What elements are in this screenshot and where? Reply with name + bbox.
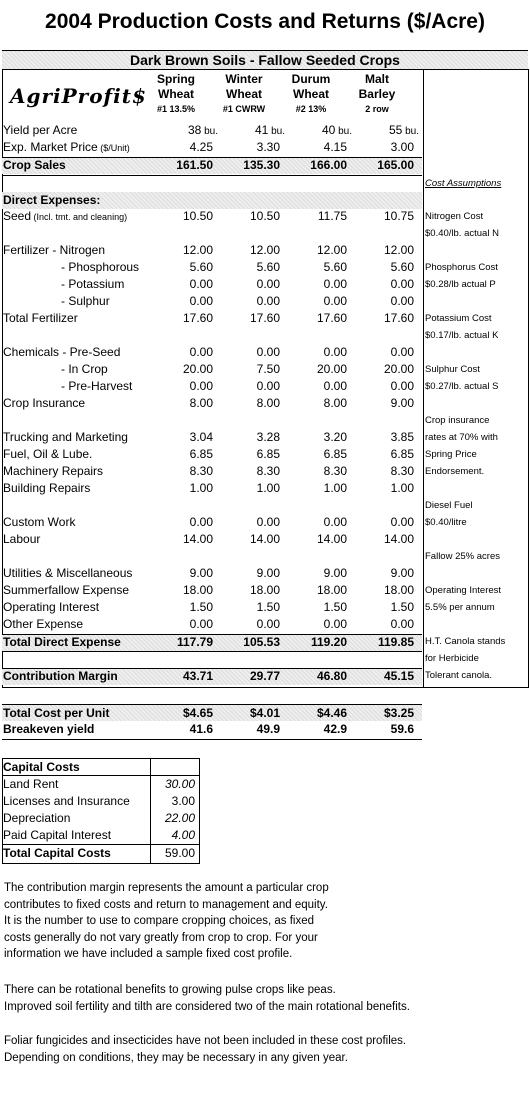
cell-value: 1.50 xyxy=(390,600,414,614)
crop-name: Malt xyxy=(365,72,389,86)
cell-value: 11.75 xyxy=(317,209,347,223)
cell-value: 5.60 xyxy=(323,260,347,274)
note-paragraph xyxy=(4,982,524,1015)
row-label: Chemicals - Pre-Seed xyxy=(3,345,121,359)
crop-name: Spring xyxy=(157,72,195,86)
cell-value: 0.00 xyxy=(323,515,347,529)
cell-value: 55 bu. xyxy=(388,123,419,137)
divider xyxy=(2,775,200,776)
capital-label: Licenses and Insurance xyxy=(3,794,130,808)
row-label: - In Crop xyxy=(61,362,108,376)
cell-value: 18.00 xyxy=(383,583,414,597)
assumption-note: $0.28/lb actual P xyxy=(425,279,496,290)
assumption-note: Endorsement. xyxy=(425,466,485,477)
row-label: Custom Work xyxy=(3,515,76,529)
paragraph-line: costs generally do not vary greatly from crop to crop. For your xyxy=(4,931,318,944)
row-label: Crop Sales xyxy=(3,158,66,172)
cell-value: 42.9 xyxy=(323,722,347,736)
cell-value: 0.00 xyxy=(323,379,347,393)
crop-name: Durum xyxy=(291,72,331,86)
cell-value: 29.77 xyxy=(249,669,280,683)
row-label: - Phosphorous xyxy=(61,260,140,274)
cell-value: 3.30 xyxy=(256,140,280,154)
cell-value: 8.00 xyxy=(323,396,347,410)
cell-value: 0.00 xyxy=(323,294,347,308)
cell-value: 0.00 xyxy=(323,617,347,631)
capital-row xyxy=(3,794,197,811)
cell-value: 8.30 xyxy=(189,464,213,478)
cell-value: 3.85 xyxy=(390,430,414,444)
row-label: Crop Insurance xyxy=(3,396,86,410)
assumption-note: rates at 70% with xyxy=(425,432,498,443)
cell-value: 1.00 xyxy=(189,481,213,495)
cell-value: 18.00 xyxy=(316,583,347,597)
cell-value: 17.60 xyxy=(316,311,347,325)
capital-label: Depreciation xyxy=(3,811,71,825)
cell-value: 0.00 xyxy=(256,379,280,393)
price-row xyxy=(3,140,421,157)
expense-row xyxy=(3,311,421,328)
divider xyxy=(2,651,422,652)
capital-value: 22.00 xyxy=(164,811,195,825)
cell-value: 17.60 xyxy=(249,311,280,325)
cost-per-unit-row xyxy=(3,706,421,723)
crop-type: Barley xyxy=(358,87,396,101)
page-title: 2004 Production Costs and Returns ($/Acre) xyxy=(45,10,485,33)
cell-value: 0.00 xyxy=(390,294,414,308)
cell-value: 20.00 xyxy=(182,362,213,376)
crop-grade: #1 CWRW xyxy=(222,104,266,114)
divider xyxy=(2,739,422,740)
cell-value: 14.00 xyxy=(182,532,213,546)
cell-value: 5.60 xyxy=(189,260,213,274)
assumption-note: $0.40/litre xyxy=(425,517,467,528)
assumption-note: $0.17/lb. actual K xyxy=(425,330,499,341)
paragraph-line: The contribution margin represents the amount a particular crop xyxy=(4,882,329,894)
direct-expenses-header xyxy=(3,193,421,210)
assumption-note: Nitrogen Cost xyxy=(425,211,484,222)
cell-value: 0.00 xyxy=(256,345,280,359)
cell-value: 0.00 xyxy=(189,294,213,308)
divider xyxy=(2,175,422,176)
cell-value: 3.00 xyxy=(390,140,414,154)
row-label: Yield per Acre xyxy=(3,123,78,137)
cell-value: 8.00 xyxy=(189,396,213,410)
row-label: - Pre-Harvest xyxy=(61,379,133,393)
cell-value: 0.00 xyxy=(390,345,414,359)
expense-row xyxy=(3,464,421,481)
expense-row xyxy=(3,209,421,226)
expense-row xyxy=(3,617,421,634)
cell-value: 0.00 xyxy=(256,277,280,291)
expense-row xyxy=(3,600,421,617)
cell-value: 0.00 xyxy=(323,345,347,359)
capital-row xyxy=(3,811,197,828)
row-label: - Potassium xyxy=(61,277,125,291)
cell-value: 14.00 xyxy=(249,532,280,546)
cell-value: 5.60 xyxy=(390,260,414,274)
crop-sales-row xyxy=(3,158,421,175)
cell-value: $4.65 xyxy=(182,706,213,720)
cell-value: 43.71 xyxy=(182,669,213,683)
cell-value: 0.00 xyxy=(189,515,213,529)
capital-total-label: Total Capital Costs xyxy=(3,846,111,860)
cell-value: 161.50 xyxy=(176,158,213,172)
cell-value: 4.25 xyxy=(189,140,213,154)
expense-row xyxy=(3,345,421,362)
cell-value: 9.00 xyxy=(323,566,347,580)
row-label: Total Fertilizer xyxy=(3,311,78,325)
row-label: Utilities & Miscellaneous xyxy=(3,566,133,580)
paragraph-line: information we have included a sample fixed cost profile. xyxy=(4,948,293,960)
assumption-note: H.T. Canola stands xyxy=(425,636,506,647)
row-label: - Sulphur xyxy=(61,294,110,308)
capital-value: 4.00 xyxy=(171,828,195,842)
cell-value: 0.00 xyxy=(189,617,213,631)
row-label: Exp. Market Price ($/Unit) xyxy=(3,140,130,154)
cell-value: 1.50 xyxy=(323,600,347,614)
cell-value: 9.00 xyxy=(390,396,414,410)
row-label: Other Expense xyxy=(3,617,84,631)
capital-title: Capital Costs xyxy=(3,760,80,774)
cell-value: 0.00 xyxy=(189,277,213,291)
assumption-note: Fallow 25% acres xyxy=(425,551,500,562)
row-label: Direct Expenses: xyxy=(3,193,101,207)
assumption-note: Phosphorus Cost xyxy=(425,262,498,273)
cell-value: 105.53 xyxy=(243,635,280,649)
table-subtitle: Dark Brown Soils - Fallow Seeded Crops xyxy=(2,50,528,70)
total-direct-row xyxy=(3,635,421,652)
row-label: Operating Interest xyxy=(3,600,100,614)
capital-value: 3.00 xyxy=(171,794,195,808)
cell-value: 12.00 xyxy=(383,243,414,257)
cell-value: 1.50 xyxy=(256,600,280,614)
expense-row xyxy=(3,396,421,413)
note-paragraph xyxy=(4,880,524,963)
cell-value: 41.6 xyxy=(189,722,213,736)
assumption-note: Tolerant canola. xyxy=(425,670,493,681)
cell-value: 8.30 xyxy=(256,464,280,478)
paragraph-line: contributes to fixed costs and return to management and equity. xyxy=(4,898,328,911)
cell-value: 41 bu. xyxy=(254,123,285,137)
divider xyxy=(2,704,422,705)
cell-value: 9.00 xyxy=(390,566,414,580)
cell-value: 12.00 xyxy=(182,243,213,257)
expense-row xyxy=(3,379,421,396)
expense-row xyxy=(3,447,421,464)
assumption-note: Crop insurance xyxy=(425,415,490,426)
cell-value: 18.00 xyxy=(249,583,280,597)
row-label: Labour xyxy=(3,532,41,546)
expense-row xyxy=(3,532,421,549)
cell-value: 1.00 xyxy=(323,481,347,495)
cell-value: 9.00 xyxy=(256,566,280,580)
expense-row xyxy=(3,566,421,583)
assumption-note: Sulphur Cost xyxy=(425,364,480,375)
cell-value: 0.00 xyxy=(256,617,280,631)
cell-value: 8.00 xyxy=(256,396,280,410)
row-label: Summerfallow Expense xyxy=(3,583,130,597)
crop-header xyxy=(346,72,408,117)
assumption-note: 5.5% per annum xyxy=(425,602,495,613)
cell-value: 10.50 xyxy=(249,209,280,223)
cell-value: 6.85 xyxy=(323,447,347,461)
cell-value: 3.20 xyxy=(323,430,347,444)
capital-label: Paid Capital Interest xyxy=(3,828,112,842)
crop-grade: #2 13% xyxy=(295,104,327,114)
cell-value: 0.00 xyxy=(390,379,414,393)
assumption-note: Operating Interest xyxy=(425,585,502,596)
cell-value: 0.00 xyxy=(390,515,414,529)
row-label: Total Cost per Unit xyxy=(3,706,110,720)
contribution-margin-row xyxy=(3,669,421,686)
divider xyxy=(2,844,200,845)
expense-row xyxy=(3,583,421,600)
row-label: Breakeven yield xyxy=(3,722,95,736)
cell-value: 1.50 xyxy=(189,600,213,614)
cell-value: 6.85 xyxy=(189,447,213,461)
expense-row xyxy=(3,277,421,294)
cell-value: 0.00 xyxy=(323,277,347,291)
capital-row xyxy=(3,777,197,794)
crop-header xyxy=(145,72,207,117)
cell-value: 6.85 xyxy=(256,447,280,461)
cell-value: 165.00 xyxy=(377,158,414,172)
expense-row xyxy=(3,481,421,498)
cell-value: $4.01 xyxy=(249,706,280,720)
row-label: Seed (Incl. tmt. and cleaning) xyxy=(3,209,128,223)
yield-row xyxy=(3,123,421,140)
cell-value: 135.30 xyxy=(243,158,280,172)
note-paragraph xyxy=(4,1033,524,1066)
cell-value: 4.15 xyxy=(323,140,347,154)
cell-value: 9.00 xyxy=(189,566,213,580)
cell-value: 5.60 xyxy=(256,260,280,274)
capital-label: Land Rent xyxy=(3,777,59,791)
cell-value: 10.50 xyxy=(182,209,213,223)
paragraph-line: There can be rotational benefits to growing pulse crops like peas. xyxy=(4,984,336,996)
crop-type: Wheat xyxy=(226,87,262,101)
row-label: Machinery Repairs xyxy=(3,464,104,478)
cell-value: 17.60 xyxy=(383,311,414,325)
expense-row xyxy=(3,430,421,447)
cell-value: 49.9 xyxy=(256,722,280,736)
expense-row xyxy=(3,294,421,311)
cell-value: 12.00 xyxy=(316,243,347,257)
cell-value: 0.00 xyxy=(390,277,414,291)
cell-value: 12.00 xyxy=(249,243,280,257)
crop-header xyxy=(280,72,342,117)
crop-grade: #1 13.5% xyxy=(156,104,196,114)
cell-value: 0.00 xyxy=(256,294,280,308)
capital-total-row xyxy=(3,846,197,863)
cell-value: 46.80 xyxy=(316,669,347,683)
assumption-note: for Herbicide xyxy=(425,653,479,664)
row-label: Building Repairs xyxy=(3,481,91,495)
assumption-note: $0.40/lb. actual N xyxy=(425,228,499,239)
cell-value: 166.00 xyxy=(310,158,347,172)
cell-value: 119.20 xyxy=(310,635,347,649)
cell-value: $3.25 xyxy=(383,706,414,720)
capital-row xyxy=(3,828,197,845)
crop-type: Wheat xyxy=(293,87,329,101)
capital-total-value: 59.00 xyxy=(164,846,195,860)
cell-value: 59.6 xyxy=(390,722,414,736)
cell-value: 14.00 xyxy=(383,532,414,546)
cell-value: 8.30 xyxy=(323,464,347,478)
cell-value: 7.50 xyxy=(256,362,280,376)
cell-value: 0.00 xyxy=(256,515,280,529)
agriprofit-logo: AgriProfit$ xyxy=(10,84,147,108)
cell-value: 1.00 xyxy=(256,481,280,495)
cell-value: 6.85 xyxy=(390,447,414,461)
paragraph-line: Improved soil fertility and tilth are considered two of the main rotational benefits. xyxy=(4,1000,410,1013)
capital-value: 30.00 xyxy=(164,777,195,791)
cell-value: 1.00 xyxy=(390,481,414,495)
cell-value: 20.00 xyxy=(383,362,414,376)
cell-value: 14.00 xyxy=(316,532,347,546)
cell-value: 18.00 xyxy=(182,583,213,597)
row-label: Fuel, Oil & Lube. xyxy=(3,447,93,461)
cell-value: 10.75 xyxy=(383,209,414,223)
expense-row xyxy=(3,243,421,260)
cell-value: 45.15 xyxy=(383,669,414,683)
paragraph-line: Foliar fungicides and insecticides have not been included in these cost profiles. xyxy=(4,1035,407,1047)
cell-value: 117.79 xyxy=(176,635,213,649)
cell-value: 0.00 xyxy=(390,617,414,631)
cell-value: 119.85 xyxy=(377,635,414,649)
cell-value: 17.60 xyxy=(182,311,213,325)
crop-type: Wheat xyxy=(158,87,194,101)
assumption-note: $0.27/lb. actual S xyxy=(425,381,499,392)
cell-value: 8.30 xyxy=(390,464,414,478)
paragraph-line: Depending on conditions, they may be necessary in any given year. xyxy=(4,1051,348,1064)
row-label: Fertilizer - Nitrogen xyxy=(3,243,106,257)
cell-value: 0.00 xyxy=(189,345,213,359)
assumptions-title: Cost Assumptions xyxy=(425,178,502,189)
cell-value: 38 bu. xyxy=(187,123,218,137)
crop-name: Winter xyxy=(225,72,263,86)
expense-row xyxy=(3,515,421,532)
cell-value: $4.46 xyxy=(316,706,347,720)
cell-value: 40 bu. xyxy=(321,123,352,137)
assumption-note: Potassium Cost xyxy=(425,313,492,324)
crop-header xyxy=(213,72,275,117)
cell-value: 20.00 xyxy=(316,362,347,376)
row-label: Contribution Margin xyxy=(3,669,118,683)
cell-value: 0.00 xyxy=(189,379,213,393)
cell-value: 3.04 xyxy=(189,430,213,444)
crop-grade: 2 row xyxy=(365,104,389,114)
row-label: Trucking and Marketing xyxy=(3,430,128,444)
expense-row xyxy=(3,362,421,379)
paragraph-line: It is the number to use to compare cropping choices, as fixed xyxy=(4,915,315,927)
breakeven-row xyxy=(3,722,421,739)
assumption-note: Spring Price xyxy=(425,449,477,460)
cell-value: 3.28 xyxy=(256,430,280,444)
assumption-note: Diesel Fuel xyxy=(425,500,473,511)
row-label: Total Direct Expense xyxy=(3,635,121,649)
expense-row xyxy=(3,260,421,277)
